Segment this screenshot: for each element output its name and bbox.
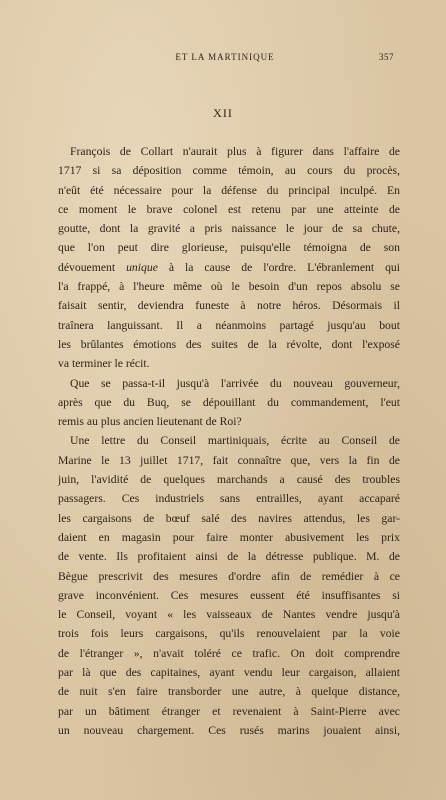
text-line: de vente. Ils profitaient ainsi de la détresse publique. M. de xyxy=(58,550,400,564)
text-line: n'eût été nécessaire pour la défense du principal inculpé. En xyxy=(58,183,400,197)
text-line: grave inconvénient. Ces mesures eussent été insuffisantes si xyxy=(58,588,400,602)
text-line: le Conseil, voyant « les vaisseaux de Nantes vendre jusqu'à xyxy=(58,608,400,622)
text-line: goutte, dont la gravité a pris naissance le jour de sa chute, xyxy=(58,222,400,236)
text-line: l'a frappé, à l'heure même où le besoin d'un repos absolu se xyxy=(58,280,400,294)
text-line: un nouveau chargement. Ces rusés marins jouaient ainsi, xyxy=(58,723,400,737)
text-line: juin, l'avidité de quelques marchands a causé des troubles xyxy=(58,473,400,487)
chapter-heading: XII xyxy=(213,106,233,120)
text-line: Une lettre du Conseil martiniquais, écrite au Conseil de xyxy=(70,434,400,448)
text-line: Marine le 13 juillet 1717, fait connaître que, vers la fin de xyxy=(58,453,400,467)
running-head xyxy=(56,52,394,66)
text-line: passagers. Ces industriels sans entrailles, ayant accaparé xyxy=(58,492,400,506)
text-line: 1717 si sa déposition comme témoin, au cours du procès, xyxy=(58,164,400,178)
text-line: de l'étranger », n'avait toléré ce trafic. On doit comprendre xyxy=(58,646,400,660)
body-text xyxy=(58,142,400,740)
text-line: de nuit s'en faire transborder une autre, à quelque distance, xyxy=(58,685,400,699)
text-line: les brûlantes émotions des suites de la révolte, dont l'exposé xyxy=(58,337,400,351)
text-line: traînera languissant. Il a néanmoins partagé jusqu'au bout xyxy=(58,318,400,332)
text-line: François de Collart n'aurait plus à figurer dans l'affaire de xyxy=(70,145,400,158)
page-number: 357 xyxy=(379,52,394,62)
text-line: Que se passa-t-il jusqu'à l'arrivée du nouveau gouverneur, xyxy=(70,376,400,390)
text-line: trois fois leurs cargaisons, qu'ils renouvelaient par la voie xyxy=(58,627,400,641)
running-head-title: ET LA MARTINIQUE xyxy=(175,52,275,62)
text-line: va terminer le récit. xyxy=(58,357,150,371)
text-line: par là que des capitaines, ayant vendu leur cargaison, allaient xyxy=(58,666,400,680)
text-line: que l'on peut dire glorieuse, puisqu'elle témoigna de son xyxy=(58,241,400,255)
text-line: après que du Buq, se dépouillant du commandement, l'eut xyxy=(58,395,400,409)
text-line: remis au plus ancien lieutenant de Roi? xyxy=(58,415,242,429)
text-line: ce moment le brave colonel est retenu par une atteinte de xyxy=(58,202,400,216)
text-line: dévouement unique à la cause de l'ordre. L'ébranlement qui xyxy=(58,260,400,274)
text-line: daient en magasin pour faire monter abusivement les prix xyxy=(58,530,400,544)
text-line: les cargaisons de bœuf salé des navires attendus, les gar- xyxy=(58,511,400,525)
text-line: faisait sentir, deviendra funeste à notre héros. Désormais il xyxy=(58,299,400,313)
text-line: Bègue prescrivit des mesures d'ordre afin de remédier à ce xyxy=(58,569,400,583)
text-line: par un bâtiment étranger et revenaient à Saint-Pierre avec xyxy=(58,704,400,718)
